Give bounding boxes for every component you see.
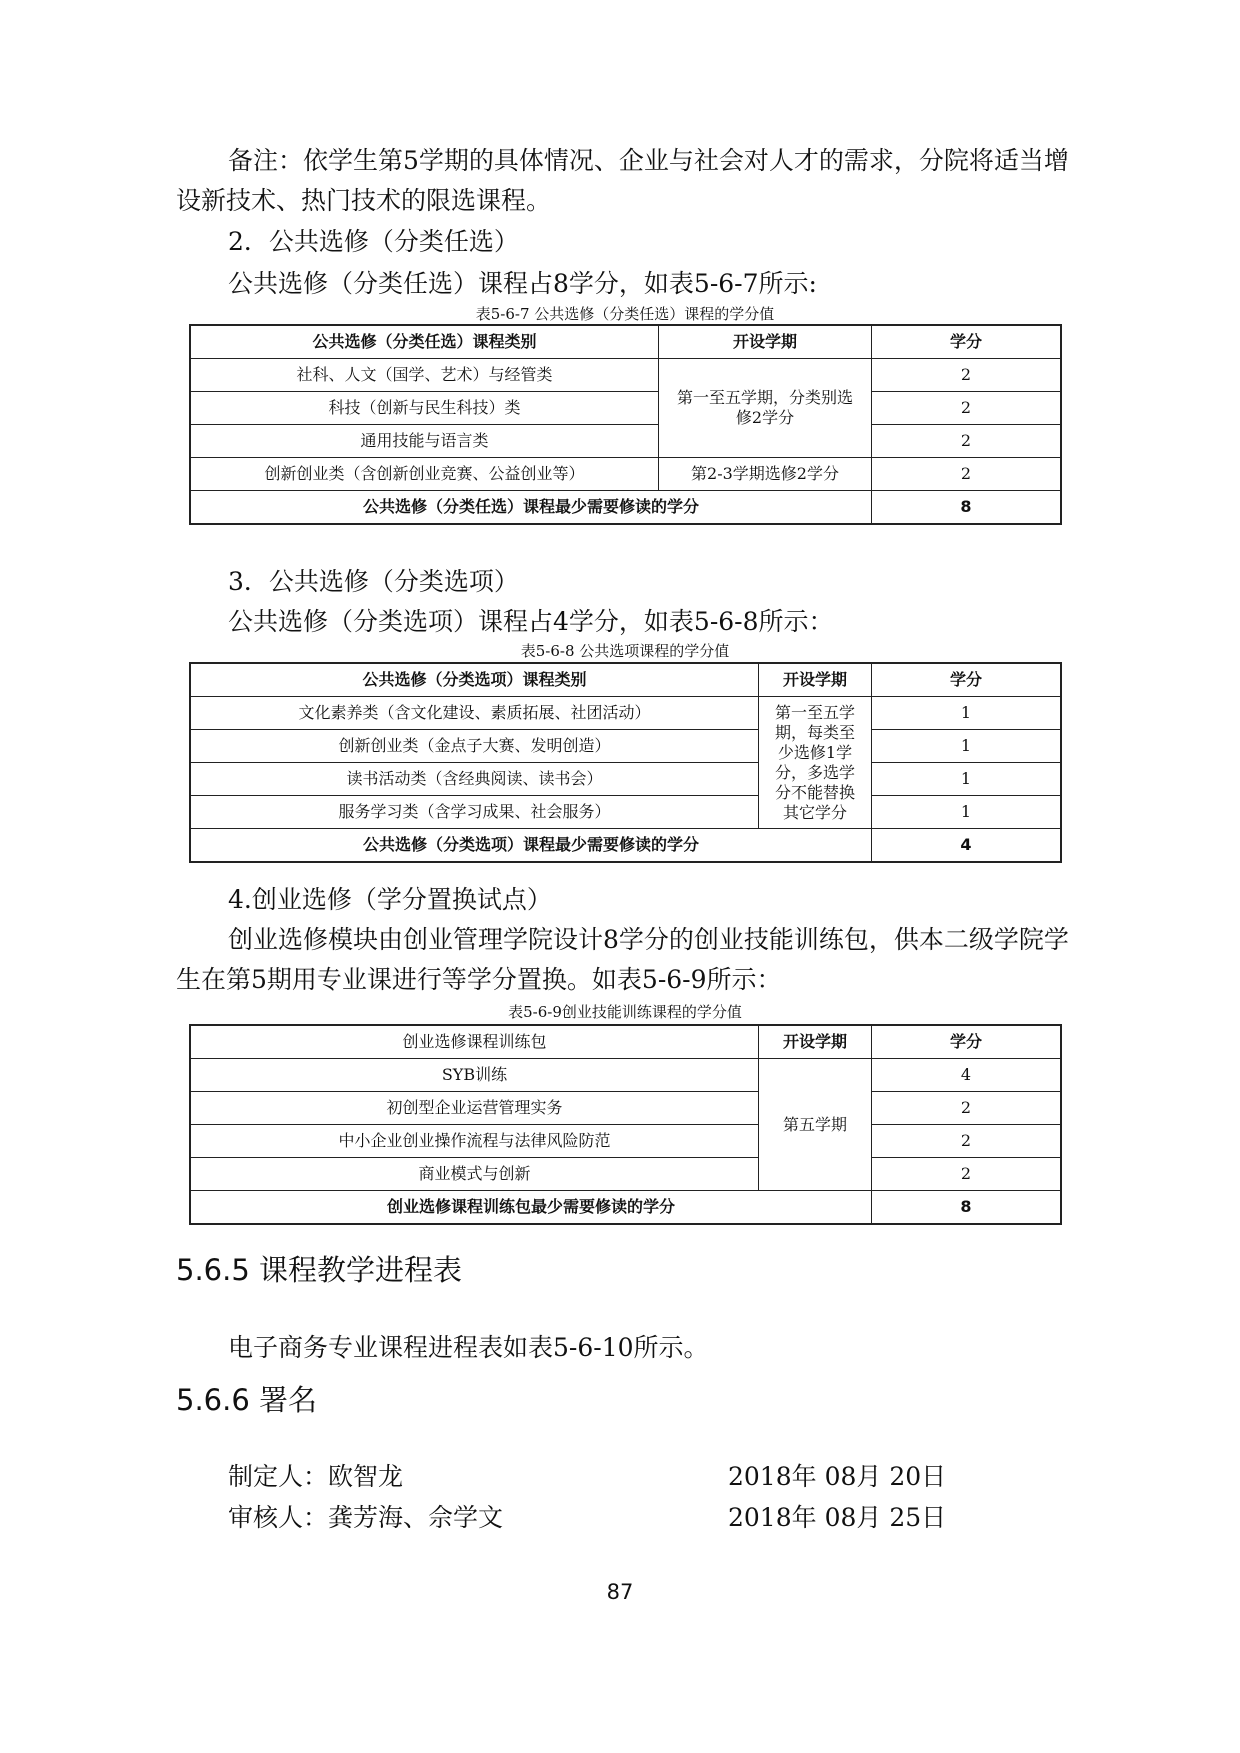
reviewer-label: 审核人：龚芳海、佘学文 (228, 1503, 504, 1532)
header-credit: 学分 (872, 664, 1061, 697)
total-value: 8 (872, 491, 1061, 524)
table-5-6-9-caption: 表5-6-9创业技能训练课程的学分值 (508, 1003, 742, 1021)
table-row (191, 763, 1061, 796)
row-term: 第2-3学期选修2学分 (659, 458, 872, 491)
header-credit: 学分 (872, 1026, 1061, 1059)
row-credit: 2 (872, 425, 1061, 458)
row-category: 中小企业创业操作流程与法律风险防范 (191, 1125, 759, 1158)
row-term-group: 第五学期 (759, 1059, 872, 1191)
table-row (191, 697, 1061, 730)
row-term-group: 第一至五学期，分类别选修2学分 (659, 359, 872, 458)
table-total-row (191, 829, 1061, 862)
row-credit: 1 (872, 730, 1061, 763)
table-row (191, 1092, 1061, 1125)
section-2-heading: 2．公共选修（分类任选） (228, 227, 519, 256)
row-credit: 1 (872, 697, 1061, 730)
table-row (191, 1158, 1061, 1191)
row-category: 初创型企业运营管理实务 (191, 1092, 759, 1125)
row-credit: 2 (872, 458, 1061, 491)
row-term-group: 第一至五学期，每类至少选修1学分，多选学分不能替换其它学分 (759, 697, 872, 829)
row-credit: 2 (872, 1092, 1061, 1125)
heading-5-6-5: 5.6.5 课程教学进程表 (176, 1253, 463, 1287)
table-row (191, 1125, 1061, 1158)
row-credit: 1 (872, 796, 1061, 829)
maker-label: 制定人：欧智龙 (228, 1462, 404, 1491)
table-row (191, 458, 1061, 491)
section-4-intro-line-2: 生在第5期用专业课进行等学分置换。如表5-6-9所示： (176, 965, 782, 994)
table-total-row (191, 1191, 1061, 1224)
header-term: 开设学期 (759, 664, 872, 697)
section-4-heading: 4.创业选修（学分置换试点） (228, 885, 552, 914)
total-label: 创业选修课程训练包最少需要修读的学分 (191, 1191, 872, 1224)
row-category: 文化素养类（含文化建设、素质拓展、社团活动） (191, 697, 759, 730)
section-4-intro-line-1: 创业选修模块由创业管理学院设计8学分的创业技能训练包，供本二级学院学 (228, 925, 1069, 954)
table-header-row (191, 1026, 1061, 1059)
header-category: 公共选修（分类任选）课程类别 (191, 326, 659, 359)
table-5-6-7 (190, 325, 1061, 524)
row-credit: 1 (872, 763, 1061, 796)
total-label: 公共选修（分类任选）课程最少需要修读的学分 (191, 491, 872, 524)
table-row (191, 1059, 1061, 1092)
row-category: 科技（创新与民生科技）类 (191, 392, 659, 425)
table-row (191, 392, 1061, 425)
row-category: 读书活动类（含经典阅读、读书会） (191, 763, 759, 796)
row-category: 社科、人文（国学、艺术）与经管类 (191, 359, 659, 392)
section-2-intro: 公共选修（分类任选）课程占8学分，如表5-6-7所示: (228, 269, 817, 298)
row-category: 商业模式与创新 (191, 1158, 759, 1191)
note-line-1: 备注：依学生第5学期的具体情况、企业与社会对人才的需求，分院将适当增 (228, 146, 1069, 175)
row-credit: 4 (872, 1059, 1061, 1092)
table-total-row (191, 491, 1061, 524)
table-row (191, 730, 1061, 763)
row-credit: 2 (872, 359, 1061, 392)
row-credit: 2 (872, 392, 1061, 425)
row-category: 创新创业类（含创新创业竞赛、公益创业等） (191, 458, 659, 491)
row-category: 通用技能与语言类 (191, 425, 659, 458)
row-credit: 2 (872, 1125, 1061, 1158)
table-row (191, 425, 1061, 458)
header-term: 开设学期 (659, 326, 872, 359)
table-5-6-7-caption: 表5-6-7 公共选修（分类任选）课程的学分值 (475, 305, 775, 323)
table-header-row (191, 326, 1061, 359)
table-5-6-8 (190, 663, 1061, 862)
header-term: 开设学期 (759, 1026, 872, 1059)
section-3-heading: 3．公共选修（分类选项） (228, 567, 519, 596)
table-row (191, 359, 1061, 392)
row-category: SYB训练 (191, 1059, 759, 1092)
total-value: 4 (872, 829, 1061, 862)
total-value: 8 (872, 1191, 1061, 1224)
note-line-2: 设新技术、热门技术的限选课程。 (176, 186, 552, 215)
row-category: 创新创业类（金点子大赛、发明创造） (191, 730, 759, 763)
header-category: 创业选修课程训练包 (191, 1026, 759, 1059)
heading-5-6-6: 5.6.6 署名 (176, 1383, 318, 1417)
section-5-6-5-body: 电子商务专业课程进程表如表5-6-10所示。 (228, 1333, 709, 1362)
page-number: 87 (606, 1580, 634, 1604)
reviewer-date: 2018年 08月 25日 (728, 1503, 947, 1532)
section-3-intro: 公共选修（分类选项）课程占4学分，如表5-6-8所示： (228, 607, 834, 636)
maker-date: 2018年 08月 20日 (728, 1462, 947, 1491)
total-label: 公共选修（分类选项）课程最少需要修读的学分 (191, 829, 872, 862)
header-credit: 学分 (872, 326, 1061, 359)
table-header-row (191, 664, 1061, 697)
table-5-6-8-caption: 表5-6-8 公共选项课程的学分值 (520, 642, 730, 660)
row-credit: 2 (872, 1158, 1061, 1191)
header-category: 公共选修（分类选项）课程类别 (191, 664, 759, 697)
table-row (191, 796, 1061, 829)
row-category: 服务学习类（含学习成果、社会服务） (191, 796, 759, 829)
table-5-6-9 (190, 1025, 1061, 1224)
